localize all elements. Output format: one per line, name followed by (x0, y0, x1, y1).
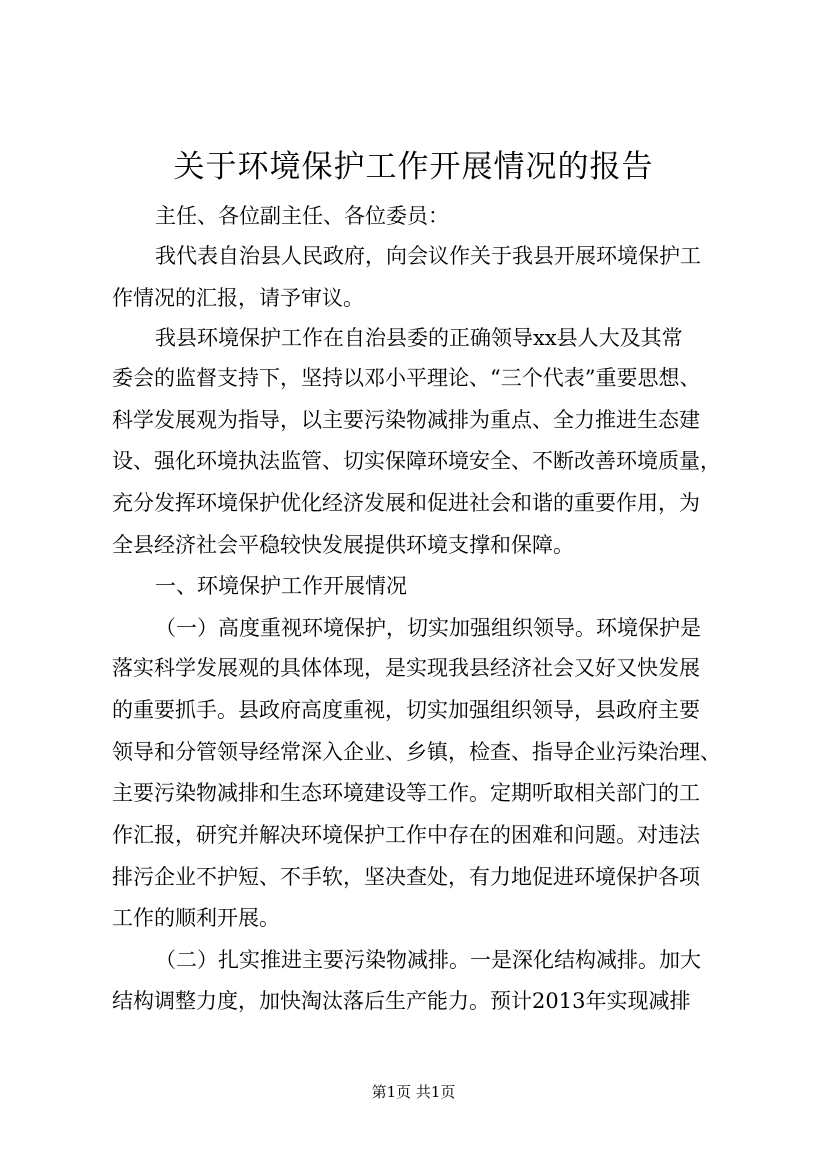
body-line: （一）高度重视环境保护，切实加强组织领导。环境保护是 (155, 616, 701, 640)
salutation-line: 主任、各位副主任、各位委员： (155, 204, 449, 228)
document-title: 关于环境保护工作开展情况的报告 (173, 149, 654, 185)
body-line: （二）扎实推进主要污染物减排。一是深化结构减排。加大 (155, 948, 701, 972)
body-line: 作情况的汇报，请予审议。 (112, 286, 364, 310)
body-line: 我县环境保护工作在自治县委的正确领导xx县人大及其常 (155, 326, 683, 350)
body-line: 充分发挥环境保护优化经济发展和促进社会和谐的重要作用，为 (112, 491, 700, 515)
section-heading: 一、环境保护工作开展情况 (155, 574, 407, 598)
body-line: 落实科学发展观的具体体现，是实现我县经济社会又好又快发展 (112, 656, 700, 680)
body-line: 的重要抓手。县政府高度重视，切实加强组织领导，县政府主要 (112, 698, 700, 722)
body-line: 作汇报，研究并解决环境保护工作中存在的困难和问题。对违法 (112, 823, 700, 847)
body-line: 领导和分管领导经常深入企业、乡镇，检查、指导企业污染治理、 (112, 740, 721, 764)
body-line: 设、强化环境执法监管、切实保障环境安全、不断改善环境质量， (112, 449, 721, 473)
body-line: 排污企业不护短、不手软，坚决查处，有力地促进环境保护各项 (112, 865, 700, 889)
body-line: 结构调整力度，加快淘汰落后生产能力。预计2013年实现减排 (112, 989, 691, 1013)
body-line: 委会的监督支持下，坚持以邓小平理论、“三个代表”重要思想、 (112, 366, 701, 390)
body-line: 全县经济社会平稳较快发展提供环境支撑和保障。 (112, 533, 574, 557)
body-line: 我代表自治县人民政府，向会议作关于我县开展环境保护工 (155, 244, 701, 268)
page-footer: 第1页 共1页 (371, 1083, 456, 1101)
body-line: 主要污染物减排和生态环境建设等工作。定期听取相关部门的工 (112, 781, 700, 805)
body-line: 工作的顺利开展。 (112, 906, 280, 930)
body-line: 科学发展观为指导，以主要污染物减排为重点、全力推进生态建 (112, 408, 700, 432)
